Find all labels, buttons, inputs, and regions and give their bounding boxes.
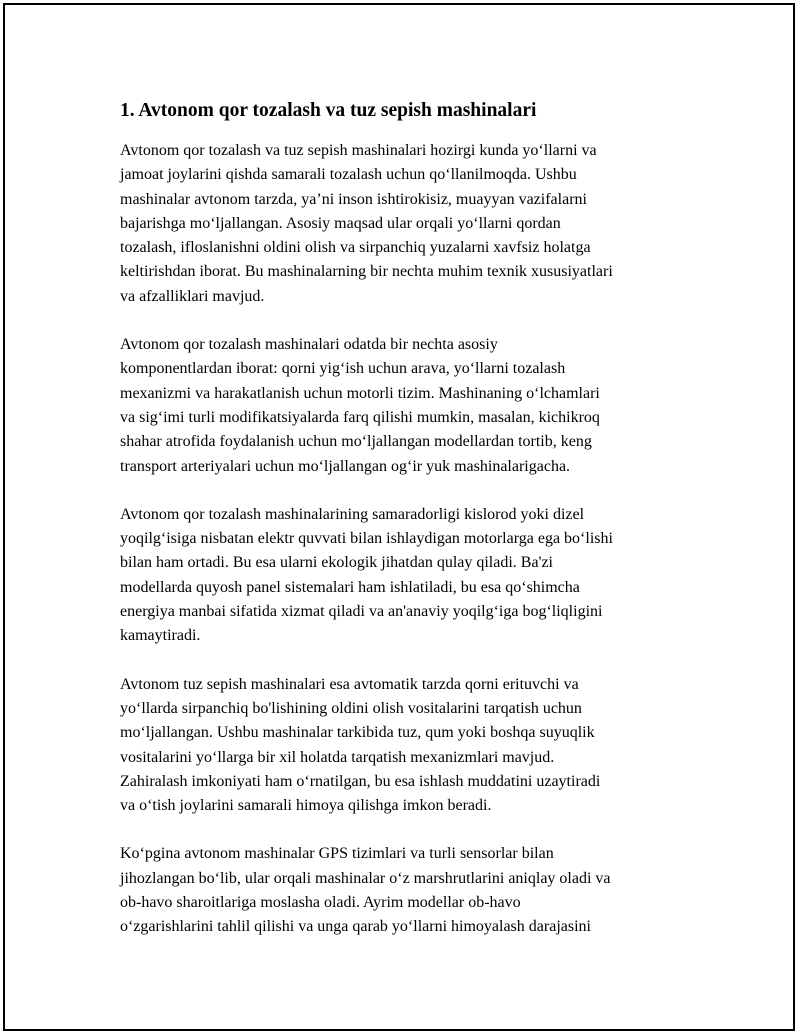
paragraph-line: energiya manbai sifatida xizmat qiladi va an'anaviy yoqilg‘iga bog‘liqligini — [120, 603, 603, 621]
paragraph — [120, 503, 700, 649]
paragraph-line: Avtonom qor tozalash mashinalarining samaradorligi kislorod yoki dizel — [120, 505, 585, 523]
paragraph-line: vositalarini yo‘llarga bir xil holatda tarqatish mexanizmlari mavjud. — [120, 748, 555, 766]
paragraph-line: Avtonom tuz sepish mashinalari esa avtomatik tarzda qorni erituvchi va — [120, 675, 579, 693]
section-title: 1. Avtonom qor tozalash va tuz sepish mashinalari — [120, 100, 537, 121]
paragraph — [120, 842, 700, 939]
paragraph-line: mo‘ljallangan. Ushbu mashinalar tarkibida tuz, qum yoki boshqa suyuqlik — [120, 724, 595, 742]
paragraph-line: ob-havo sharoitlariga moslasha oladi. Ayrim modellar ob-havo — [120, 894, 521, 912]
paragraph-line: yo‘llarda sirpanchiq bo'lishining oldini olish vositalarini tarqatish uchun — [120, 699, 582, 717]
paragraph-line: va o‘tish joylarini samarali himoya qilishga imkon beradi. — [120, 797, 492, 815]
paragraph-line: mashinalar avtonom tarzda, ya’ni inson ishtirokisiz, muayyan vazifalarni — [120, 190, 587, 208]
paragraph-line: mexanizmi va harakatlanish uchun motorli tizim. Mashinaning o‘lchamlari — [120, 384, 600, 402]
paragraph-line: komponentlardan iborat: qorni yig‘ish uchun arava, yo‘llarni tozalash — [120, 360, 566, 378]
paragraph-line: bilan ham ortadi. Bu esa ularni ekologik jihatdan qulay qiladi. Ba'zi — [120, 554, 553, 572]
paragraph-line: Zahiralash imkoniyati ham o‘rnatilgan, bu esa ishlash muddatini uzaytiradi — [120, 772, 601, 790]
paragraph-line: tozalash, ifloslanishni oldini olish va sirpanchiq yuzalarni xavfsiz holatga — [120, 239, 591, 257]
paragraph-line: transport arteriyalari uchun mo‘ljallangan og‘ir yuk mashinalarigacha. — [120, 457, 571, 475]
paragraph — [120, 673, 700, 819]
paragraph-line: keltirishdan iborat. Bu mashinalarning bir nechta muhim texnik xususiyatlari — [120, 263, 613, 281]
paragraph-line: yoqilg‘isiga nisbatan elektr quvvati bilan ishlaydigan motorlarga ega bo‘lishi — [120, 530, 613, 548]
paragraph-line: va sig‘imi turli modifikatsiyalarda farq qilishi mumkin, masalan, kichikroq — [120, 408, 600, 426]
paragraph-line: modellarda quyosh panel sistemalari ham ishlatiladi, bu esa qo‘shimcha — [120, 578, 580, 596]
paragraph-line: kamaytiradi. — [120, 627, 201, 645]
paragraph-line: Ko‘pgina avtonom mashinalar GPS tizimlari va turli sensorlar bilan — [120, 845, 554, 863]
paragraph-line: jamoat joylarini qishda samarali tozalash uchun qo‘llanilmoqda. Ushbu — [120, 166, 577, 184]
paragraph — [120, 139, 700, 309]
paragraph-line: shahar atrofida foydalanish uchun mo‘ljallangan modellardan tortib, keng — [120, 433, 592, 451]
paragraph-line: Avtonom qor tozalash mashinalari odatda bir nechta asosiy — [120, 336, 498, 354]
paragraph-line: o‘zgarishlarini tahlil qilishi va unga qarab yo‘llarni himoyalash darajasini — [120, 918, 591, 936]
page-frame — [3, 3, 795, 1031]
paragraph-line: Avtonom qor tozalash va tuz sepish mashinalari hozirgi kunda yo‘llarni va — [120, 142, 597, 159]
paragraph-list — [120, 139, 700, 940]
document-body — [120, 97, 700, 964]
paragraph-line: va afzalliklari mavjud. — [120, 287, 265, 305]
paragraph — [120, 333, 700, 479]
paragraph-line: bajarishga mo‘ljallangan. Asosiy maqsad ular orqali yo‘llarni qordan — [120, 214, 561, 232]
paragraph-line: jihozlangan bo‘lib, ular orqali mashinalar o‘z marshrutlarini aniqlay oladi va — [120, 869, 611, 887]
